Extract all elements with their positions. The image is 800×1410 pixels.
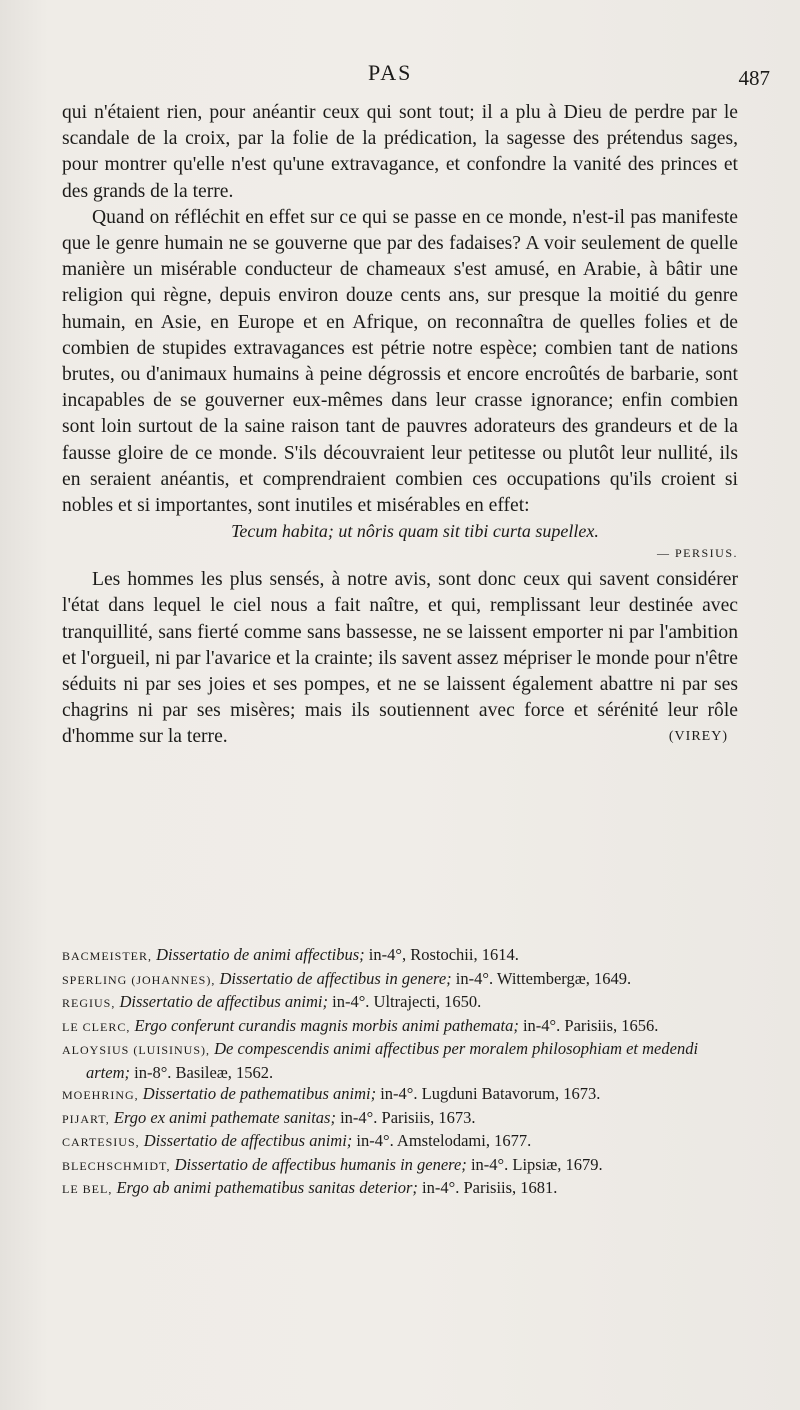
- page-header: [0, 60, 800, 100]
- page-number: 487: [738, 66, 770, 90]
- bibliography-entry: MOEHRING, Dissertatio de pathematibus animi; in-4°. Lugduni Batavorum, 1673.: [62, 1084, 601, 1103]
- running-title: PAS: [368, 60, 413, 85]
- bibliography-entry: LE CLERC, Ergo conferunt curandis magnis morbis animi pathemata; in-4°. Parisiis, 1656.: [62, 1015, 659, 1035]
- bibliography-entry: LE BEL, Ergo ab animi pathematibus sanitas deterior; in-4°. Parisiis, 1681.: [62, 1178, 558, 1197]
- bibliography: [62, 944, 738, 1201]
- paragraph: [62, 567, 738, 750]
- bibliography-entry: SPERLING (JOHANNES), Dissertatio de affectibus in genere; in-4°. Wittembergæ, 1649.: [62, 968, 632, 988]
- bibliography-entry: REGIUS, Dissertatio de affectibus animi; in-4°. Ultrajecti, 1650.: [62, 992, 482, 1011]
- quotation-attribution: — PERSIUS.: [656, 546, 738, 561]
- main-text: [62, 100, 738, 751]
- paragraph: qui n'étaient rien, pour anéantir ceux qui sont tout; il a plu à Dieu de perdre par le scandale de la croix, par la folie de la prédication, la sagesse des prétendus sages, pour montrer qu'elle n'est qu'une extravagance, et confondre la vanité des princes et des grands de la terre.: [62, 102, 738, 202]
- bibliography-entry: PIJART, Ergo ex animi pathemate sanitas; in-4°. Parisiis, 1673.: [62, 1107, 476, 1127]
- bibliography-entry: BACMEISTER, Dissertatio de animi affectibus; in-4°, Rostochii, 1614.: [62, 945, 519, 964]
- latin-quotation: Tecum habita; ut nôris quam sit tibi curta supellex.: [231, 521, 599, 542]
- bibliography-entry: CARTESIUS, Dissertatio de affectibus animi; in-4°. Amstelodami, 1677.: [62, 1131, 532, 1150]
- paragraph-text: Les hommes les plus sensés, à notre avis, sont donc ceux qui savent considérer l'état dans lequel le ciel nous a fait naître, et qui, remplissant leur destinée avec tranquillité, sans fierté comme sans bassesse, ne se laissent emporter ni par l'ambition et l'orgueil, ni par l'avarice et la crainte; ils savent assez mépriser le monde pour n'être séduits ni par ses joies et ses pompes, et ne se laissent également abattre ni par ses chagrins ni par ses misères; mais ils soutiennent avec force et sérénité leur rôle d'homme sur la terre.: [62, 569, 738, 748]
- bibliography-entry: ALOYSIUS (LUISINUS), De compescendis animi affectibus per moralem philosophiam et medendi artem; in-8°. Basileæ, 1562.: [62, 1039, 699, 1082]
- bibliography-entry: BLECHSCHMIDT, Dissertatio de affectibus humanis in genere; in-4°. Lipsiæ, 1679.: [62, 1154, 603, 1174]
- paragraph: Quand on réfléchit en effet sur ce qui se passe en ce monde, n'est-il pas manifeste que le genre humain ne se gouverne que par des fadaises? A voir seulement de quelle manière un misérable conducteur de chameaux s'est amusé, en Arabie, à bâtir une religion qui règne, depuis environ douze cents ans, sur presque la moitié du genre humain, en Asie, en Europe et en Afrique, on reconnaîtra de quelles folies et de combien de stupides extravagances est pétrie notre espèce; combien tant de nations brutes, ou d'animaux humains à peine dégrossis et encore encroûtés de barbarie, sont incapables de se gouverner eux-mêmes dans leur crasse ignorance; enfin combien sont loin surtout de la saine raison tant de pauvres adorateurs des grandeurs et de la fausse gloire de ce monde. S'ils découvraient leur petitesse ou plutôt leur nullité, ils en seraient anéantis, et comprendraient combien ces occupations qu'ils croient si nobles et si importantes, sont inutiles et misérables en effet:: [62, 206, 738, 517]
- author-signature: (VIREY): [668, 729, 728, 745]
